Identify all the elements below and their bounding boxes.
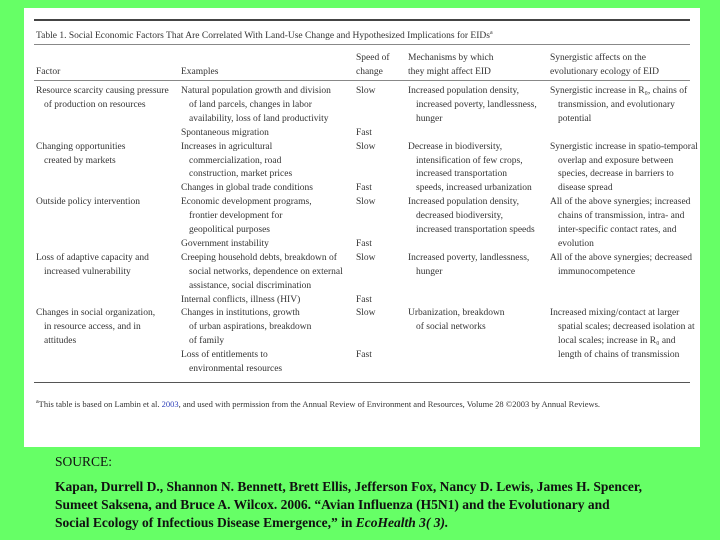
factor-cell: Outside policy intervention bbox=[36, 197, 140, 208]
example-cell: Natural population growth and division bbox=[181, 86, 331, 96]
citation-line-3-text: Social Ecology of Infectious Disease Emergence,” in bbox=[55, 515, 356, 530]
example-cell: Internal conflicts, illness (HIV) bbox=[181, 294, 301, 305]
speed-cell: Slow bbox=[356, 252, 376, 263]
speed-cell: Fast bbox=[356, 127, 372, 138]
example-cell: Spontaneous migration bbox=[181, 127, 269, 138]
citation-journal: EcoHealth 3( 3). bbox=[355, 515, 449, 530]
synergy-cell: species, decrease in barriers to bbox=[558, 169, 674, 180]
speed-cell: Fast bbox=[356, 350, 372, 361]
citation-line-3 bbox=[55, 515, 448, 531]
factor-cell: Changing opportunities bbox=[36, 141, 126, 152]
footnote-text-end: , and used with permission from the Annual Review of Environment and Resources, Volume 28 ©2003 by Annual Reviews. bbox=[178, 398, 601, 409]
example-cell: availability, loss of land productivity bbox=[189, 113, 329, 124]
synergy-cell: overlap and exposure between bbox=[558, 155, 674, 166]
mechanism-cell: Urbanization, breakdown bbox=[408, 308, 505, 319]
example-cell: Changes in global trade conditions bbox=[181, 183, 313, 194]
example-cell: geopolitical purposes bbox=[189, 225, 270, 235]
synergy-cell: length of chains of transmission bbox=[558, 350, 680, 361]
synergy-cell: Synergistic increase in R₀, chains of bbox=[550, 86, 688, 96]
example-cell: social networks, dependence on external bbox=[189, 266, 343, 277]
header-synergy: evolutionary ecology of EID bbox=[550, 66, 659, 77]
table-title-text: Table 1. Social Economic Factors That Are Correlated With Land-Use Change and Hypothesized Implications for EIDs bbox=[36, 31, 490, 42]
example-cell: of land parcels, changes in labor bbox=[189, 99, 312, 110]
synergy-cell: evolution bbox=[558, 238, 594, 249]
header-mechanisms: they might affect EID bbox=[408, 66, 491, 77]
synergy-cell: All of the above synergies; decreased bbox=[550, 252, 693, 263]
top-rule bbox=[34, 19, 690, 21]
speed-cell: Slow bbox=[356, 141, 376, 152]
footnote-reference-link[interactable]: 2003 bbox=[161, 398, 179, 409]
synergy-cell: spatial scales; decreased isolation at bbox=[558, 322, 695, 333]
example-cell: environmental resources bbox=[189, 364, 283, 374]
example-cell: Economic development programs, bbox=[181, 197, 312, 208]
mechanism-cell: of social networks bbox=[416, 322, 486, 333]
factor-cell: Loss of adaptive capacity and bbox=[36, 252, 149, 263]
synergy-cell: Synergistic increase in spatio-temporal bbox=[550, 141, 698, 152]
factor-cell: attitudes bbox=[44, 336, 77, 347]
mechanism-cell: increased poverty, landlessness, bbox=[416, 99, 537, 110]
title-rule bbox=[34, 44, 690, 45]
example-cell: of urban aspirations, breakdown bbox=[189, 322, 312, 333]
mechanism-cell: Increased population density, bbox=[408, 197, 519, 208]
speed-cell: Slow bbox=[356, 86, 376, 96]
mechanism-cell: Decrease in biodiversity, bbox=[408, 141, 503, 152]
example-cell: frontier development for bbox=[189, 211, 283, 222]
synergy-cell: inter-specific contact rates, and bbox=[558, 225, 677, 235]
example-cell: Loss of entitlements to bbox=[181, 350, 268, 361]
speed-cell: Fast bbox=[356, 238, 372, 249]
header-speed: Speed of bbox=[356, 53, 390, 63]
header-examples: Examples bbox=[181, 66, 219, 77]
title-footnote-marker: a bbox=[489, 30, 493, 36]
mechanism-cell: decreased biodiversity, bbox=[416, 211, 503, 222]
header-factor: Factor bbox=[36, 66, 61, 77]
header-synergy: Synergistic affects on the bbox=[550, 53, 646, 63]
example-cell: commercialization, road bbox=[189, 155, 282, 166]
table-footnote bbox=[36, 396, 600, 410]
speed-cell: Fast bbox=[356, 294, 372, 305]
table-image-panel bbox=[24, 8, 700, 447]
synergy-cell: Increased mixing/contact at larger bbox=[550, 308, 680, 319]
example-cell: Government instability bbox=[181, 238, 269, 249]
mechanism-cell: Increased poverty, landlessness, bbox=[408, 252, 530, 263]
mechanism-cell: Increased population density, bbox=[408, 86, 519, 96]
header-speed: change bbox=[356, 66, 383, 77]
speed-cell: Slow bbox=[356, 197, 376, 208]
example-cell: construction, market prices bbox=[189, 169, 293, 180]
mechanism-cell: hunger bbox=[416, 266, 443, 277]
example-cell: assistance, social discrimination bbox=[189, 280, 312, 291]
synergy-cell: immunocompetence bbox=[558, 266, 636, 277]
citation-line-1: Kapan, Durrell D., Shannon N. Bennett, Brett Ellis, Jefferson Fox, Nancy D. Lewis, James H. Spencer, bbox=[55, 479, 643, 494]
table-title bbox=[36, 27, 493, 42]
footnote-text: This table is based on Lambin et al. bbox=[38, 398, 162, 409]
header-rule bbox=[34, 80, 690, 81]
factor-cell: created by markets bbox=[44, 155, 116, 166]
speed-cell: Slow bbox=[356, 308, 376, 319]
bottom-rule bbox=[34, 382, 690, 383]
synergy-cell: potential bbox=[558, 113, 592, 124]
factor-cell: Resource scarcity causing pressure bbox=[36, 86, 169, 96]
speed-cell: Fast bbox=[356, 183, 372, 194]
header-mechanisms: Mechanisms by which bbox=[408, 53, 494, 63]
citation-line-2: Sumeet Saksena, and Bruce A. Wilcox. 2006. “Avian Influenza (H5N1) and the Evolutionary and bbox=[55, 497, 610, 512]
example-cell: of family bbox=[189, 336, 225, 347]
mechanism-cell: increased transportation bbox=[416, 169, 508, 180]
factor-cell: increased vulnerability bbox=[44, 266, 131, 277]
mechanism-cell: increased transportation speeds bbox=[416, 225, 535, 235]
synergy-cell: transmission, and evolutionary bbox=[558, 99, 675, 110]
factor-cell: Changes in social organization, bbox=[36, 308, 156, 319]
factor-cell: of production on resources bbox=[44, 99, 146, 110]
mechanism-cell: hunger bbox=[416, 113, 443, 124]
synergy-cell: disease spread bbox=[558, 183, 613, 194]
source-label: SOURCE: bbox=[55, 454, 113, 469]
synergy-cell: local scales; increase in R₀ and bbox=[558, 336, 676, 347]
mechanism-cell: speeds, increased urbanization bbox=[416, 183, 532, 194]
example-cell: Changes in institutions, growth bbox=[181, 308, 300, 319]
example-cell: Increases in agricultural bbox=[181, 141, 273, 152]
synergy-cell: All of the above synergies; increased bbox=[550, 197, 691, 208]
mechanism-cell: intensification of few crops, bbox=[416, 155, 523, 166]
example-cell: Creeping household debts, breakdown of bbox=[181, 252, 337, 263]
factor-cell: in resource access, and in bbox=[44, 322, 141, 333]
footnote-marker: a bbox=[36, 399, 39, 405]
synergy-cell: chains of transmission, intra- and bbox=[558, 211, 685, 222]
